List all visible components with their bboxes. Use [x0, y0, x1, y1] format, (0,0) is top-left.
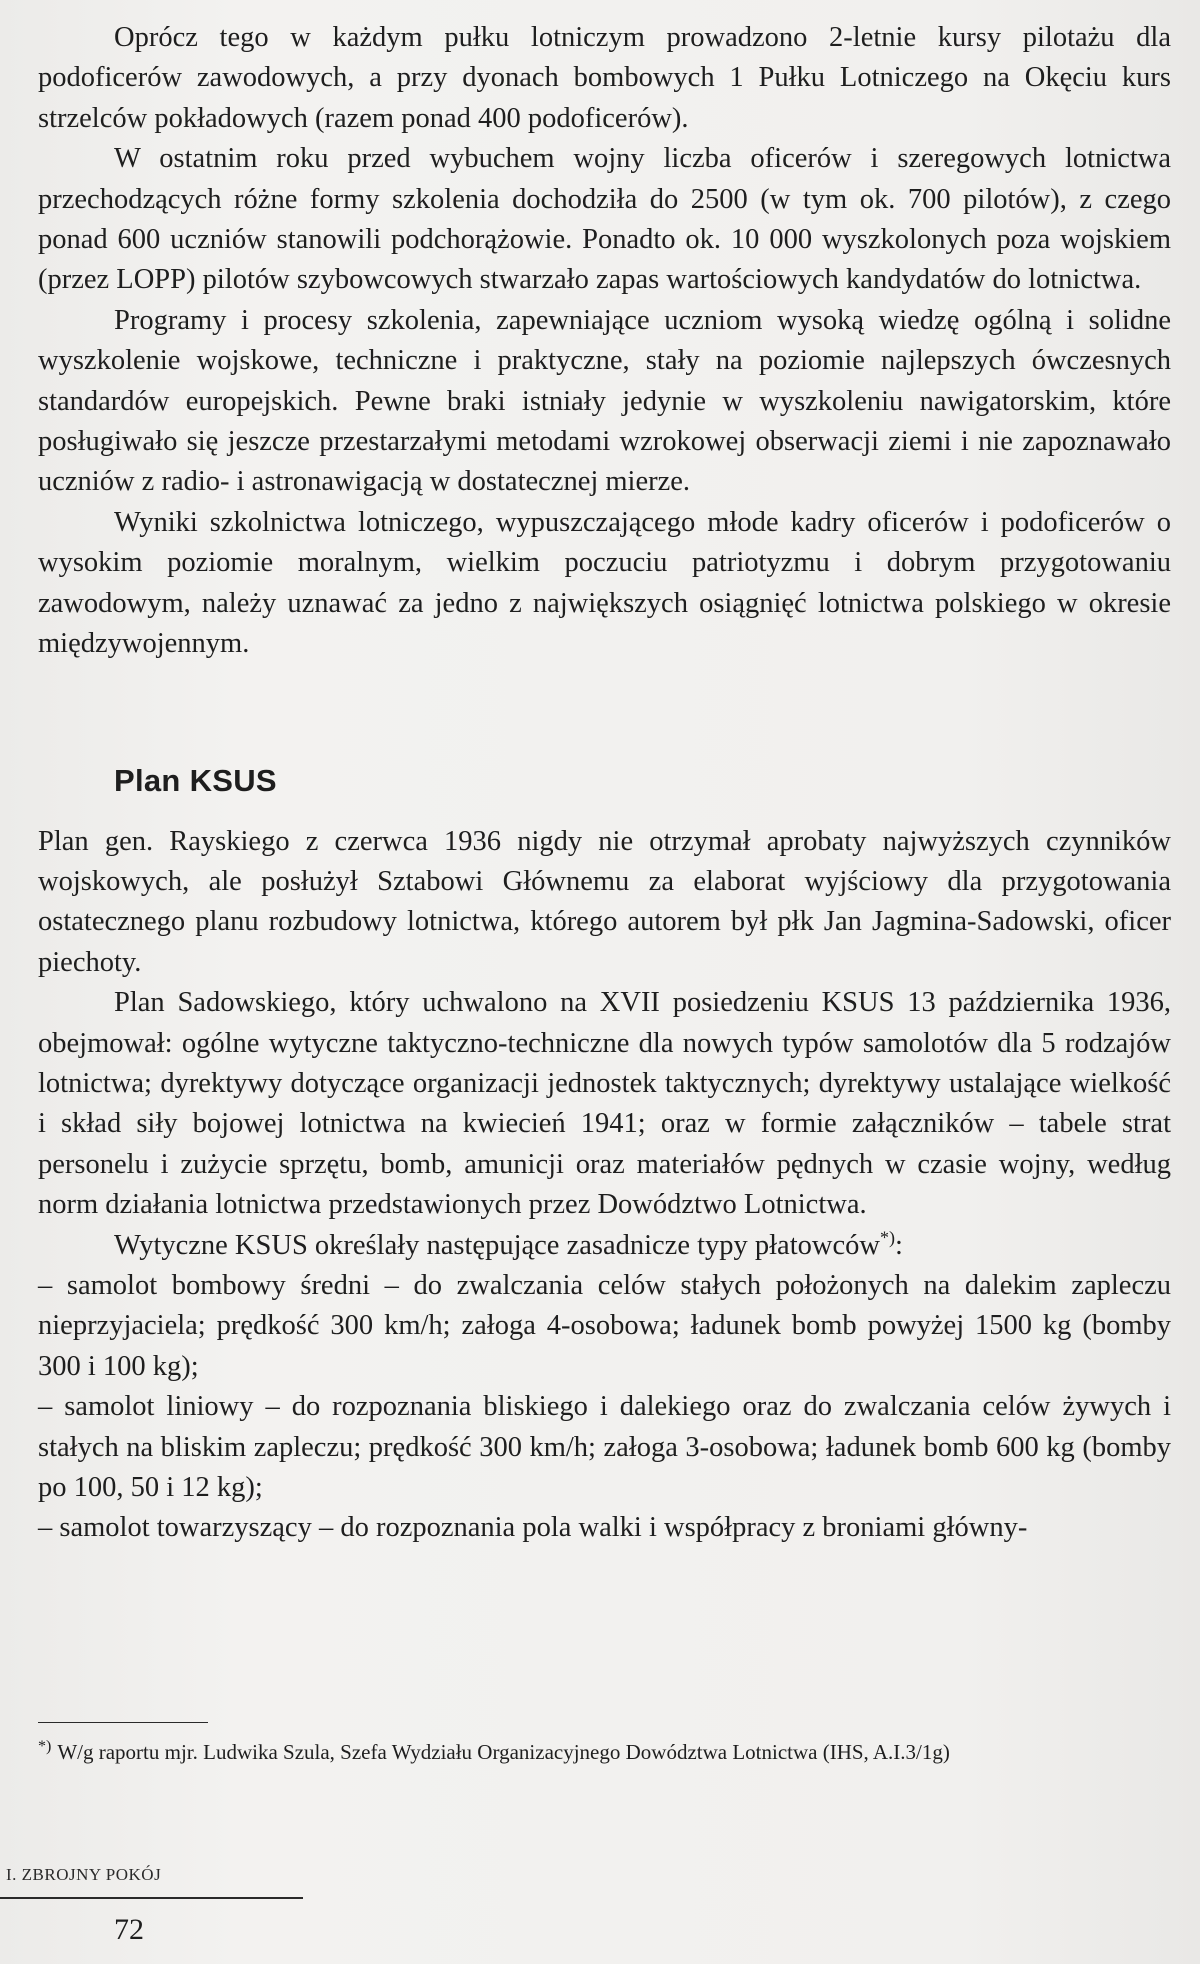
section-heading: Plan KSUS [114, 762, 277, 798]
list-item: – samolot bombowy średni – do zwalczania celów stałych położonych na dalekim zapleczu nieprzyjaciela; prędkość 300 km/h; załoga 4-osobowa; ładunek bomb powyżej 1500 kg (bomby 300 i 100 kg); [38, 1269, 1171, 1382]
list-item: – samolot towarzyszący – do rozpoznania pola walki i współpracy z broniami główny- [38, 1512, 1028, 1544]
paragraph: Plan Sadowskiego, który uchwalono na XVII posiedzeniu KSUS 13 października 1936, obejmował: ogólne wytyczne taktyczno-techniczne dla nowych typów samolotów dla 5 rodzajów lotnictwa; dyrektywy dotyczące organizacji jednostek taktycznych; dyrektywy ustalające wielkość i skład siły bojowej lotnictwa na kwiecień 1941; oraz w formie załączników – tabele strat personelu i zużycie sprzętu, bomb, amunicji oraz materiałów pędnych w czasie wojny, według norm działania lotnictwa przedstawionych przez Dowództwo Lotnictwa. [38, 987, 1171, 1221]
footnote-divider [38, 1722, 208, 1723]
types-intro [38, 1226, 1171, 1266]
footnote-reference: *) [879, 1227, 895, 1248]
paragraph: W ostatnim roku przed wybuchem wojny liczba oficerów i szeregowych lotnictwa przechodzących różne formy szkolenia dochodziła do 2500 (w tym ok. 700 pilotów), z czego ponad 600 uczniów stanowili podchorążowie. Ponadto ok. 10 000 wyszkolonych poza wojskiem (przez LOPP) pilotów szybowcowych stwarzało zapas wartościowych kandydatów do lotnictwa. [38, 143, 1171, 296]
footer-divider [0, 1897, 303, 1899]
paragraph: Plan gen. Rayskiego z czerwca 1936 nigdy nie otrzymał aprobaty najwyższych czynników wojskowych, ale posłużył Sztabowi Głównemu za elaborat wyjściowy dla przygotowania ostatecznego planu rozbudowy lotnictwa, którego autorem był płk Jan Jagmina-Sadowski, oficer piechoty. [38, 825, 1171, 978]
page-number: 72 [114, 1913, 144, 1946]
footnote-marker: *) [38, 1738, 52, 1755]
running-footer: I. ZBROJNY POKÓJ [6, 1865, 162, 1884]
paragraph: Oprócz tego w każdym pułku lotniczym prowadzono 2-letnie kursy pilotażu dla podoficerów zawodowych, a przy dyonach bombowych 1 Pułku Lotniczego na Okęciu kurs strzelców pokładowych (razem ponad 400 podoficerów). [38, 22, 1171, 134]
footnote [38, 1734, 1171, 1770]
footnote-text: W/g raportu mjr. Ludwika Szula, Szefa Wydziału Organizacyjnego Dowództwa Lotnictwa (IHS, A.I.3/1g) [57, 1740, 950, 1764]
paragraph: Programy i procesy szkolenia, zapewniające uczniom wysoką wiedzę ogólną i solidne wyszkolenie wojskowe, techniczne i praktyczne, stały na poziomie najlepszych ówczesnych standardów europejskich. Pewne braki istniały jedynie w wyszkoleniu nawigatorskim, które posługiwało się jeszcze przestarzałymi metodami wzrokowej obserwacji ziemi i nie zapoznawało uczniów z radio- i astronawigacją w dostatecznej mierze. [38, 304, 1171, 498]
main-text [38, 18, 1171, 1549]
types-intro-text: Wytyczne KSUS określały następujące zasadnicze typy płatowców [114, 1229, 880, 1261]
list-item: – samolot liniowy – do rozpoznania bliskiego i dalekiego oraz do zwalczania celów żywych i stałych na bliskim zapleczu; prędkość 300 km/h; załoga 3-osobowa; ładunek bomb 600 kg (bomby po 100, 50 i 12 kg); [38, 1391, 1171, 1503]
paragraph: Wyniki szkolnictwa lotniczego, wypuszczającego młode kadry oficerów i podoficerów o wysokim poziomie moralnym, wielkim poczuciu patriotyzmu i dobrym przygotowaniu zawodowym, należy uznawać za jedno z największych osiągnięć lotnictwa polskiego w okresie międzywojennym. [38, 506, 1171, 660]
types-intro-colon: : [894, 1229, 903, 1261]
